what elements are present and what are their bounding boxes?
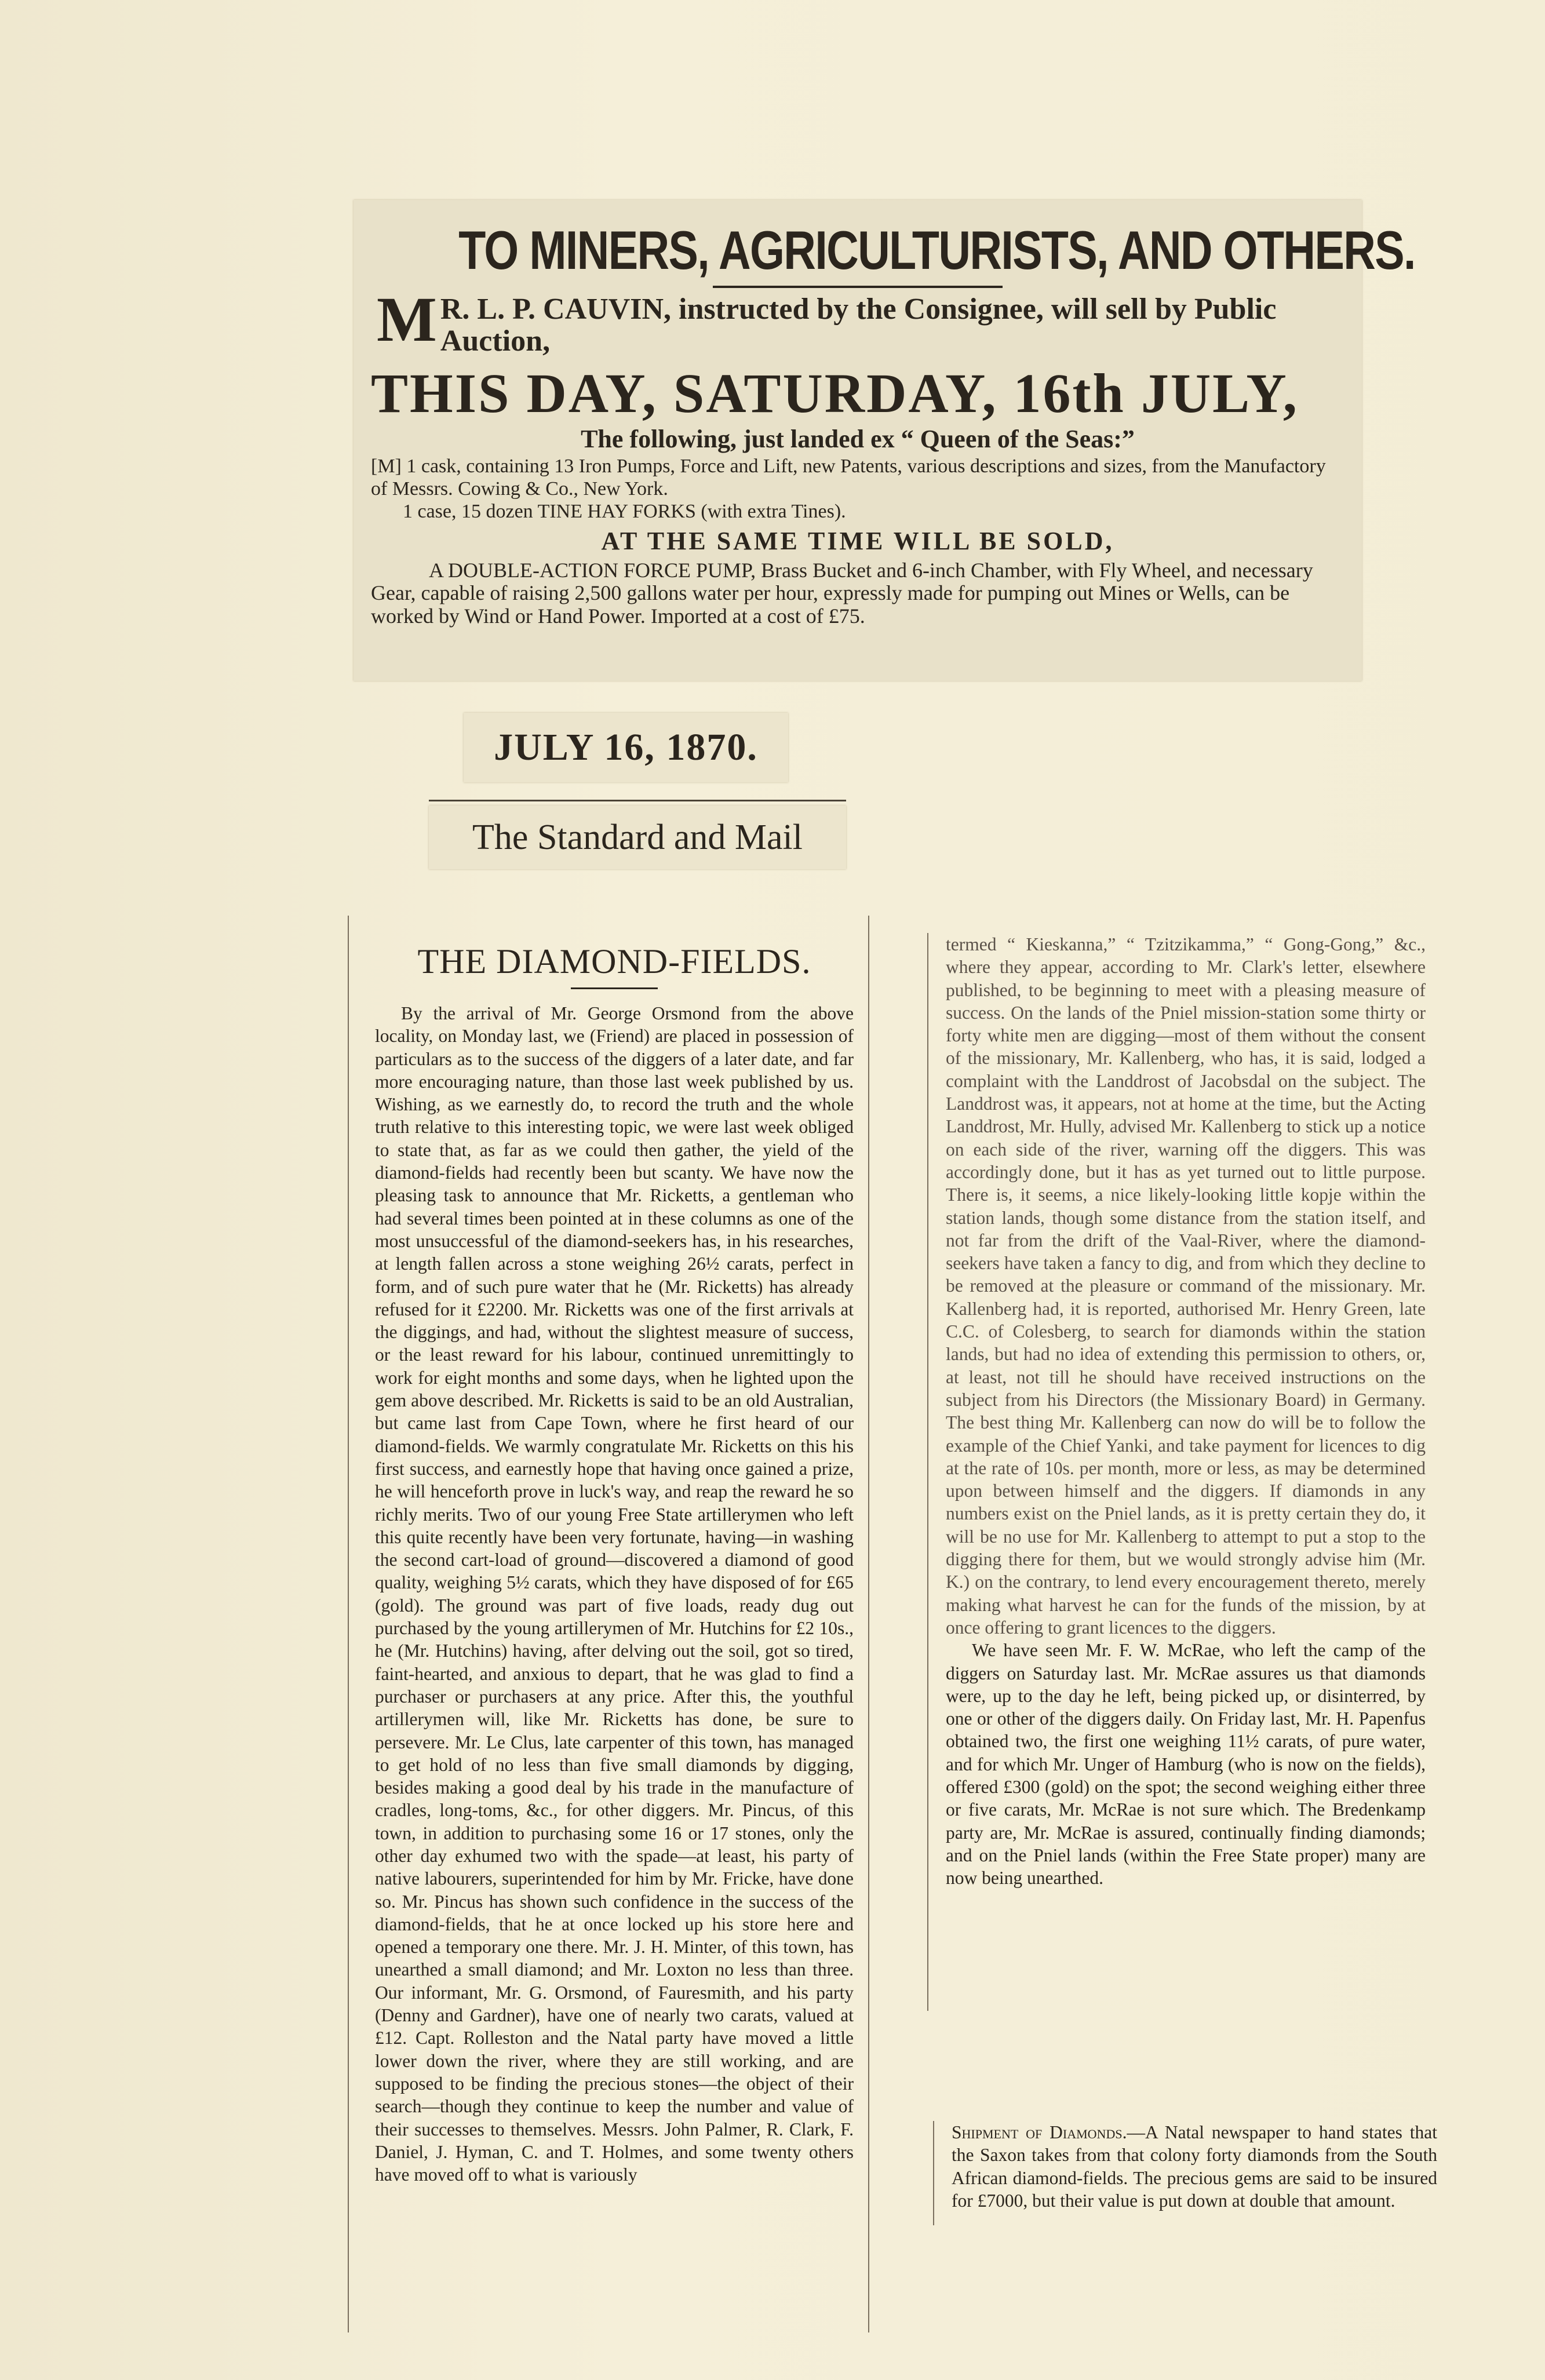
clipping-date-text: JULY 16, 1870. xyxy=(494,726,758,768)
advert-sale-date: THIS DAY, SATURDAY, 16th JULY, xyxy=(371,362,1299,425)
newspaper-name: The Standard and Mail xyxy=(472,818,803,857)
article-left-paragraph: By the arrival of Mr. George Orsmond from the above locality, on Monday last, we (Friend) are placed in possession of particulars as to the success of the diggers of a later date, and far more encouraging nature, than those last week published by us. Wishing, as we earnestly do, to record the truth and the whole truth relative to this interesting topic, we were last week obliged to state that, as far as we could then gather, the yield of the diamond-fields had recently been but scanty. We have now the pleasing task to announce that Mr. Ricketts, a gentleman who had several times been pointed at in these columns as one of the most unsuccessful of the diamond-seekers has, in his researches, at length fallen across a stone weighing 26½ carats, perfect in form, and of such pure water that he (Mr. Ricketts) has already refused for it £2200. Mr. Ricketts was one of the first arrivals at the diggings, and had, without the slightest measure of success, or the least reward for his labour, continued unremittingly to work for eight months and some days, when he lighted upon the gem above described. Mr. Ricketts is said to be an old Australian, but came last from Cape Town, where he first heard of our diamond-fields. We warmly congratulate Mr. Ricketts on this his first success, and earnestly hope that having once gained a prize, he will henceforth prove in luck's way, and reap the reward he so richly merits. Two of our young Free State artillerymen who left this quite recently have been very fortunate, having—in washing the second cart-load of ground—discovered a diamond of good quality, weighing 5½ carats, which they have disposed of for £65 (gold). The ground was part of five loads, ready dug out purchased by the young artillerymen of Mr. Hutchins for £2 10s., he (Mr. Hutchins) having, after delving out the soil, got so tired, faint-hearted, and anxious to depart, that he was glad to find a purchaser or purchasers at any price. After this, the youthful artillerymen will, like Mr. Ricketts has done, be sure to persevere. Mr. Le Clus, late carpenter of this town, has managed to get hold of no less than five small diamonds by digging, besides making a good deal by his trade in the manufacture of cradles, long-toms, &c., for other diggers. Mr. Pincus, of this town, in addition to purchasing some 16 or 17 stones, only the other day exhumed two with the spade—at least, his party of native labourers, superintended for him by Mr. Fricke, have done so. Mr. Pincus has shown such confidence in the success of the diamond-fields, that he at once locked up his store here and opened a temporary one there. Mr. J. H. Minter, of this town, has unearthed a small diamond; and Mr. Loxton no less than three. Our informant, Mr. G. Orsmond, of Fauresmith, and his party (Denny and Gardner), have one of nearly two carats, valued at £12. Capt. Rolleston and the Natal party have moved a little lower down the river, where they are still working, and are supposed to be finding the precious stones—the object of their search—though they continue to keep the number and value of their successes to themselves. Messrs. John Palmer, R. Clark, F. Daniel, J. Hyman, C. and T. Holmes, and some twenty others have moved off to what is variously xyxy=(375,1003,854,2185)
advert-intro xyxy=(371,284,1344,358)
advert-lead: The following, just landed ex “ Queen of the Seas:” xyxy=(581,424,1135,453)
advert-item-pumps: [M] 1 cask, containing 13 Iron Pumps, Force and Lift, new Patents, various descriptions and sizes, from the Manufactory of Messrs. Cowing & Co., New York. xyxy=(371,455,1326,500)
advert-item-forks: 1 case, 15 dozen TINE HAY FORKS (with extra Tines). xyxy=(403,500,846,522)
shipment-paragraph xyxy=(952,2121,1437,2212)
clipping-date xyxy=(464,713,788,782)
advert-force-pump: A DOUBLE-ACTION FORCE PUMP, Brass Bucket and 6-inch Chamber, with Fly Wheel, and necessary Gear, capable of raising 2,500 gallons water per hour, expressly made for pumping out Mines or Wells, can be worked by Wind or Hand Power. Imported at a cost of £75. xyxy=(371,558,1313,628)
shipment-notice xyxy=(933,2121,1449,2225)
shipment-heading: Shipment of Diamonds. xyxy=(952,2122,1127,2142)
masthead-rule xyxy=(429,800,846,801)
article-right-paragraph-2: We have seen Mr. F. W. McRae, who left the camp of the diggers on Saturday last. Mr. McRae assures us that diamonds were, up to the day he left, being picked up, or disinterred, by one or other of the diggers daily. On Friday last, Mr. H. Papenfus obtained two, the first one weighing 11½ carats, of pure water, and for which Mr. Unger of Hamburg (who is now on the fields), offered £300 (gold) on the spot; the second weighing either three or five carats, Mr. McRae is not sure which. The Bredenkamp party are, Mr. McRae is assured, continually finding diamonds; and on the Pniel lands (within the Free State proper) many are now being unearthed. xyxy=(946,1640,1426,1889)
advert-rule xyxy=(713,286,1003,288)
advert-headline: TO MINERS, AGRICULTURISTS, AND OTHERS. xyxy=(458,220,1415,280)
article-title-rule xyxy=(571,987,658,989)
article-right-paragraph-1: termed “ Kieskanna,” “ Tzitzikamma,” “ Gong-Gong,” &c., where they appear, according to Mr. Clark's letter, elsewhere published, to be beginning to meet with a pleasing measure of success. On the lands of the Pniel mission-station some thirty or forty white men are digging—most of them without the consent of the missionary, Mr. Kallenberg, who has, it is said, lodged a complaint with the Landdrost of Jacobsdal on the subject. The Landdrost was, it appears, not at home at the time, but the Acting Landdrost, Mr. Hully, advised Mr. Kallenberg to stick up a notice on each side of the river, warning off the diggers. This was accordingly done, but it has as yet turned out to little purpose. There is, it seems, a nice likely-looking little kopje within the station lands, though some distance from the station itself, and not far from the drift of the Vaal-River, where the diamond-seekers have taken a fancy to dig, and from which they decline to be removed at the pleasure or command of the missionary. Mr. Kallenberg had, it is reported, authorised Mr. Henry Green, late C.C. of Colesberg, to search for diamonds within the station lands, but had no idea of extending this permission to others, or, at least, not till he should have received instructions on the subject from his Directors (the Missionary Board) in Germany. The best thing Mr. Kallenberg can now do will be to follow the example of the Chief Yanki, and take payment for licences to dig at the rate of 10s. per month, more or less, as may be determined upon between himself and the diggers. If diamonds in any numbers exist on the Pniel lands, as it is pretty certain they do, it will be no use for Mr. Kallenberg to attempt to put a stop to the digging there for them, but we would strongly advise him (Mr. K.) on the contrary, to lend every encouragement thereto, merely making what harvest he can for the funds of the mission, by at once offering to grant licences to the diggers. xyxy=(946,934,1426,1638)
shipment-body xyxy=(952,2121,1437,2212)
article-title: THE DIAMOND-FIELDS. xyxy=(417,942,811,981)
article-left-body xyxy=(375,1002,854,2186)
advert-dropcap: M xyxy=(377,284,437,355)
advert-intro-text: R. L. P. CAUVIN, instructed by the Consignee, will sell by Public Auction, xyxy=(440,293,1277,358)
auction-advertisement xyxy=(354,200,1415,681)
newspaper-masthead xyxy=(429,806,846,869)
advert-same-time: AT THE SAME TIME WILL BE SOLD, xyxy=(601,526,1114,555)
article-right-body xyxy=(946,933,1426,1889)
shipment-text: —A Natal newspaper to hand states that the Saxon takes from that colony forty diamonds from the South African diamond-fields. The precious gems are said to be insured for £7000, but their value is put down at double that amount. xyxy=(952,2122,1437,2211)
article-left-column xyxy=(348,916,869,2332)
article-right-column xyxy=(927,933,1437,2011)
